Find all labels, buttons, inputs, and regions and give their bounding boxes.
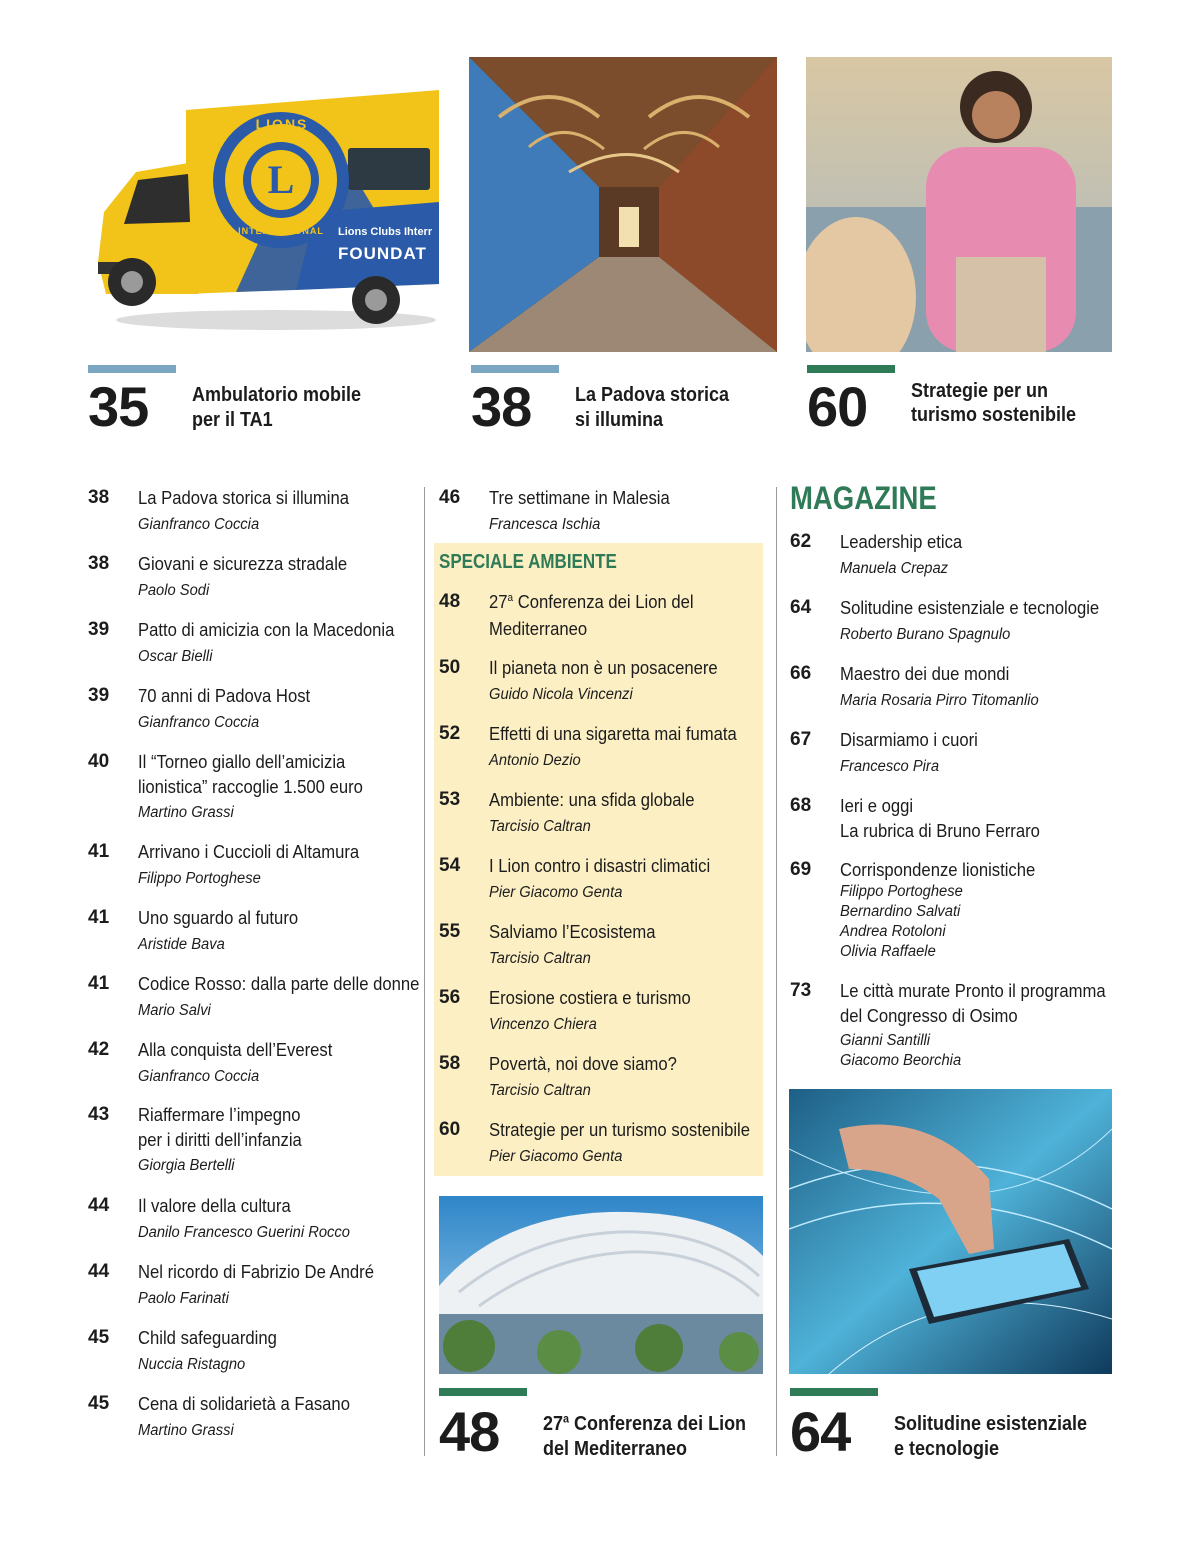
entry-title: Povertà, noi dove siamo? — [489, 1053, 677, 1074]
toc-entry[interactable] — [439, 919, 674, 969]
entry-title: Il “Torneo giallo dell’amicizia — [138, 751, 346, 772]
entry-page: 58 — [439, 1053, 461, 1074]
entry-title — [489, 589, 694, 614]
entry-author: Aristide Bava — [138, 936, 225, 953]
entry-author: Antonio Dezio — [489, 752, 581, 769]
entry-author: Paolo Farinati — [138, 1290, 229, 1307]
entry-page: 41 — [88, 973, 110, 994]
feature-title-line-2: del Mediterraneo — [543, 1438, 688, 1460]
entry-page: 41 — [88, 841, 110, 862]
toc-entry[interactable] — [88, 551, 370, 601]
lions-emblem-bottom-text: INTERNATIONAL — [238, 226, 324, 236]
feature-title-rest: Conferenza dei Lion — [569, 1413, 747, 1435]
entry-title: Erosione costiera e turismo — [489, 987, 691, 1008]
entry-author: Tarcisio Caltran — [489, 950, 591, 967]
entry-author: Bernardino Salvati — [840, 903, 961, 920]
entry-page: 53 — [439, 789, 461, 810]
feature-number: 38 — [471, 375, 532, 438]
toc-entry[interactable] — [88, 1102, 320, 1176]
toc-entry[interactable] — [439, 721, 764, 771]
feature-title-line-2: per il TA1 — [192, 409, 273, 431]
toc-entry[interactable] — [790, 978, 1135, 1071]
feature-bar — [471, 365, 559, 373]
entry-page: 66 — [790, 663, 812, 684]
toc-entry[interactable] — [439, 485, 690, 535]
column-divider-right — [776, 487, 777, 1456]
toc-entry[interactable] — [88, 617, 423, 667]
entry-author: Gianfranco Coccia — [138, 714, 260, 731]
entry-page: 73 — [790, 980, 812, 1001]
van-side-text: Lions Clubs Ihterr — [338, 226, 433, 238]
photo-tour-guide — [806, 57, 1112, 352]
entry-title-line-2: La rubrica di Bruno Ferraro — [840, 820, 1040, 841]
entry-author: Danilo Francesco Guerini Rocco — [138, 1224, 350, 1241]
entry-title: 70 anni di Padova Host — [138, 685, 311, 706]
feature-title-line-1: La Padova storica — [575, 384, 730, 406]
entry-page: 45 — [88, 1327, 110, 1348]
entry-author: Mario Salvi — [138, 1002, 211, 1019]
feature-title-line-1: Solitudine esistenziale — [894, 1413, 1088, 1435]
toc-entry[interactable] — [439, 853, 735, 903]
entry-author: Filippo Portoghese — [840, 883, 963, 900]
entry-title: Riaffermare l’impegno — [138, 1104, 301, 1125]
photo-conference-building — [439, 1196, 763, 1374]
entry-author: Maria Rosaria Pirro Titomanlio — [840, 692, 1039, 709]
entry-page: 68 — [790, 795, 812, 816]
entry-title: Ambiente: una sfida globale — [489, 789, 695, 810]
van-side-text-2: FOUNDAT — [338, 244, 427, 263]
feature-bar — [88, 365, 176, 373]
toc-entry[interactable] — [88, 905, 316, 955]
entry-page: 42 — [88, 1039, 110, 1060]
feature-bar — [439, 1388, 527, 1396]
feature-number: 48 — [439, 1400, 500, 1463]
entry-title-rest: Conferenza dei Lion del — [513, 591, 694, 612]
entry-page: 56 — [439, 987, 461, 1008]
entry-title: Effetti di una sigaretta mai fumata — [489, 723, 737, 744]
entry-author: Vincenzo Chiera — [489, 1016, 597, 1033]
toc-entry[interactable] — [790, 793, 1062, 843]
entry-title: Ieri e oggi — [840, 795, 914, 816]
entry-title-superscript: a — [507, 591, 514, 604]
entry-title: Salviamo l’Ecosistema — [489, 921, 656, 942]
feature-title-line-1: Strategie per un — [911, 380, 1049, 402]
entry-title-line-2: per i diritti dell’infanzia — [138, 1129, 302, 1150]
toc-entry[interactable] — [439, 589, 716, 641]
feature-title-line-1 — [543, 1412, 746, 1437]
entry-page: 52 — [439, 723, 461, 744]
magazine-section-title: MAGAZINE — [790, 480, 937, 516]
entry-author: Giorgia Bertelli — [138, 1157, 235, 1174]
entry-author: Guido Nicola Vincenzi — [489, 686, 633, 703]
toc-entry[interactable] — [790, 595, 1128, 645]
entry-author: Tarcisio Caltran — [489, 818, 591, 835]
entry-page: 39 — [88, 619, 110, 640]
entry-title: Patto di amicizia con la Macedonia — [138, 619, 395, 640]
toc-entry[interactable] — [88, 485, 372, 535]
feature-number: 35 — [88, 375, 149, 438]
entry-author: Roberto Burano Spagnulo — [840, 626, 1011, 643]
feature-title-line-2: si illumina — [575, 409, 664, 431]
entry-title: Disarmiamo i cuori — [840, 729, 978, 750]
entry-title: Le città murate Pronto il programma — [840, 980, 1106, 1001]
entry-title: Maestro dei due mondi — [840, 663, 1010, 684]
photo-hand-smartphone — [789, 1089, 1112, 1374]
feature-38 — [471, 365, 771, 440]
entry-title: I Lion contro i disastri climatici — [489, 855, 711, 876]
entry-title: Uno sguardo al futuro — [138, 907, 299, 928]
entry-author: Gianfranco Coccia — [138, 516, 260, 533]
entry-page: 69 — [790, 859, 812, 880]
entry-author: Martino Grassi — [138, 804, 234, 821]
entry-author: Olivia Raffaele — [840, 943, 936, 960]
entry-page: 64 — [790, 597, 812, 618]
entry-author: Gianfranco Coccia — [138, 1068, 260, 1085]
entry-author: Tarcisio Caltran — [489, 1082, 591, 1099]
feature-bar — [807, 365, 895, 373]
entry-title: Solitudine esistenziale e tecnologie — [840, 597, 1100, 618]
entry-page: 48 — [439, 591, 461, 612]
entry-title: Arrivano i Cuccioli di Altamura — [138, 841, 360, 862]
entry-title: Il valore della cultura — [138, 1195, 291, 1216]
feature-bar — [790, 1388, 878, 1396]
toc-entry[interactable] — [88, 1259, 400, 1309]
photo-padova-arcade — [469, 57, 777, 352]
entry-page: 38 — [88, 553, 110, 574]
entry-author: Giacomo Beorchia — [840, 1052, 962, 1069]
entry-author: Filippo Portoghese — [138, 870, 261, 887]
feature-48 — [439, 1388, 769, 1463]
entry-page: 46 — [439, 487, 461, 508]
entry-title: Codice Rosso: dalla parte delle donne — [138, 973, 420, 994]
toc-entry[interactable] — [790, 857, 1057, 962]
entry-page: 60 — [439, 1119, 461, 1140]
entry-author: Nuccia Ristagno — [138, 1356, 246, 1373]
entry-page: 39 — [88, 685, 110, 706]
entry-title: Il pianeta non è un posacenere — [489, 657, 718, 678]
entry-title-line-2: Mediterraneo — [489, 618, 588, 639]
toc-entry[interactable] — [88, 1193, 361, 1243]
toc-entry[interactable] — [790, 529, 976, 579]
entry-author: Andrea Rotoloni — [840, 923, 946, 940]
entry-title: Strategie per un turismo sostenibile — [489, 1119, 750, 1140]
entry-author: Gianni Santilli — [840, 1032, 931, 1049]
entry-author: Pier Giacomo Genta — [489, 1148, 623, 1165]
toc-entry[interactable] — [790, 661, 1049, 711]
entry-title-line-2: del Congresso di Osimo — [840, 1005, 1018, 1026]
feature-title-superscript: a — [563, 1411, 570, 1426]
toc-entry[interactable] — [439, 1051, 698, 1101]
entry-page: 50 — [439, 657, 461, 678]
entry-title-line-2: lionistica” raccoglie 1.500 euro — [138, 776, 363, 797]
toc-entry[interactable] — [88, 1037, 354, 1087]
lions-emblem-top-text: LIONS — [255, 116, 309, 132]
entry-title: Alla conquista dell’Everest — [138, 1039, 333, 1060]
speciale-ambiente-title: SPECIALE AMBIENTE — [439, 551, 617, 573]
toc-entry[interactable] — [439, 1117, 779, 1167]
entry-page: 67 — [790, 729, 812, 750]
toc-entry[interactable] — [790, 727, 993, 777]
entry-page: 43 — [88, 1104, 110, 1125]
entry-author: Oscar Bielli — [138, 648, 213, 665]
entry-title: Tre settimane in Malesia — [489, 487, 670, 508]
toc-entry[interactable] — [439, 655, 743, 705]
entry-title: La Padova storica si illumina — [138, 487, 350, 508]
photo-lions-van — [86, 62, 439, 338]
entry-page: 41 — [88, 907, 110, 928]
toc-entry[interactable] — [439, 985, 713, 1035]
entry-page: 55 — [439, 921, 461, 942]
entry-author: Francesco Pira — [840, 758, 940, 775]
feature-title-number: 27 — [543, 1413, 564, 1435]
toc-entry[interactable] — [88, 749, 388, 823]
feature-number: 60 — [807, 375, 868, 438]
entry-title-number: 27 — [489, 591, 508, 612]
entry-page: 40 — [88, 751, 110, 772]
entry-page: 38 — [88, 487, 110, 508]
entry-page: 45 — [88, 1393, 110, 1414]
toc-entry[interactable] — [88, 1325, 292, 1375]
entry-author: Martino Grassi — [138, 1422, 234, 1439]
entry-author: Francesca Ischia — [489, 516, 601, 533]
entry-page: 44 — [88, 1261, 110, 1282]
entry-title: Child safeguarding — [138, 1327, 277, 1348]
toc-entry[interactable] — [88, 971, 451, 1021]
feature-35 — [88, 365, 428, 440]
entry-author: Manuela Crepaz — [840, 560, 949, 577]
entry-title: Giovani e sicurezza stradale — [138, 553, 348, 574]
toc-entry[interactable] — [88, 1391, 374, 1441]
toc-entry[interactable] — [88, 839, 384, 889]
toc-entry[interactable] — [88, 683, 329, 733]
entry-page: 44 — [88, 1195, 110, 1216]
feature-title-line-2: e tecnologie — [894, 1438, 1000, 1460]
entry-page: 54 — [439, 855, 461, 876]
lions-emblem-letter: L — [267, 157, 295, 202]
feature-title-line-1: Ambulatorio mobile — [192, 384, 362, 406]
feature-60 — [807, 365, 1107, 440]
feature-number: 64 — [790, 1400, 851, 1463]
entry-author: Pier Giacomo Genta — [489, 884, 623, 901]
entry-page: 62 — [790, 531, 812, 552]
toc-entry[interactable] — [439, 787, 717, 837]
feature-64 — [790, 1388, 1120, 1463]
entry-title: Nel ricordo di Fabrizio De André — [138, 1261, 374, 1282]
entry-author: Paolo Sodi — [138, 582, 210, 599]
feature-title-line-2: turismo sostenibile — [911, 404, 1077, 426]
entry-title: Leadership etica — [840, 531, 963, 552]
entry-title: Cena di solidarietà a Fasano — [138, 1393, 350, 1414]
entry-title: Corrispondenze lionistiche — [840, 859, 1036, 880]
